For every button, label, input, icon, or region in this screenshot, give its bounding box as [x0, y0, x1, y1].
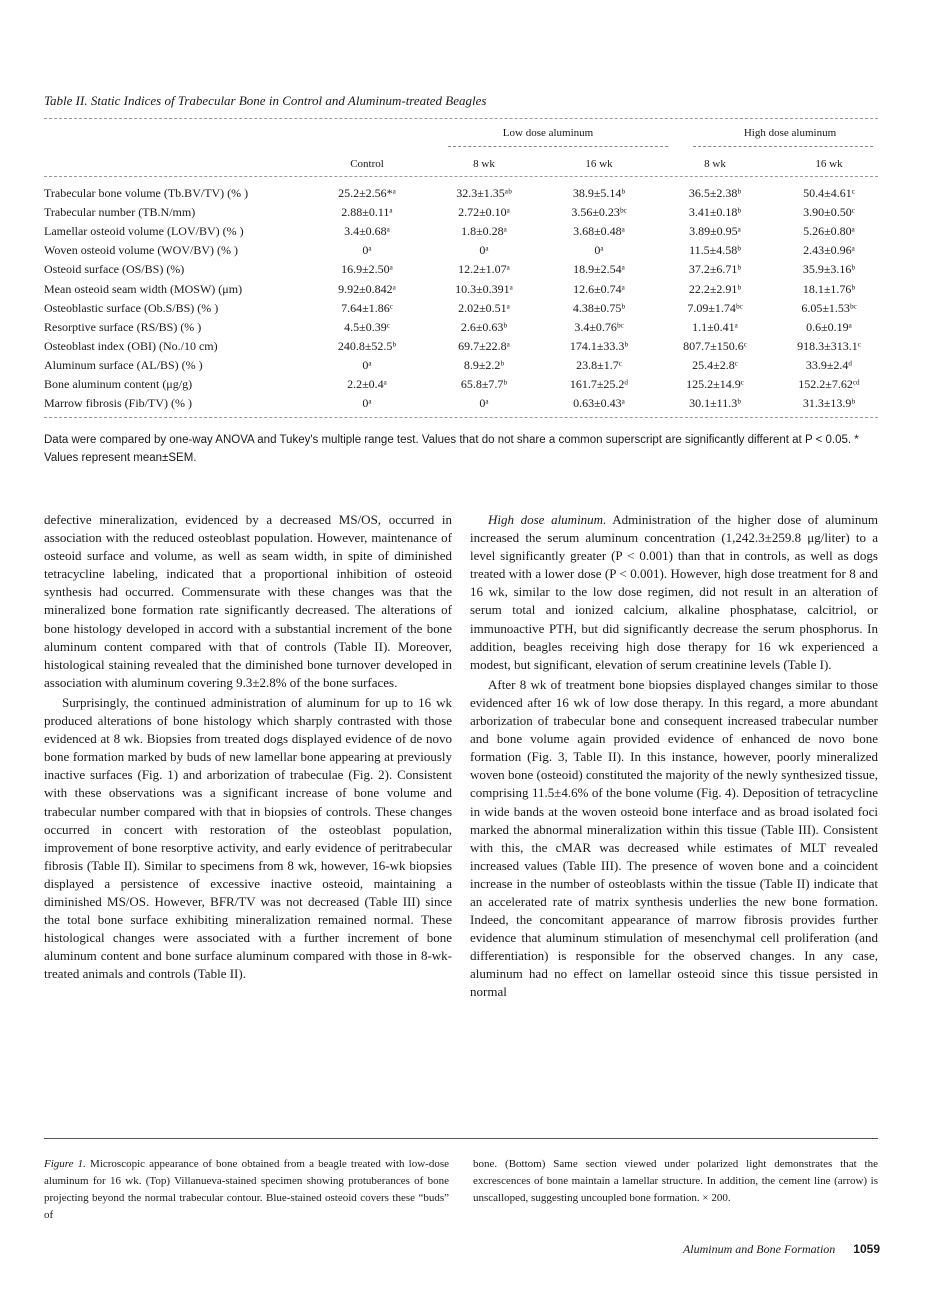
- table-cell: 152.2±7.62ᶜᵈ: [798, 377, 860, 391]
- table-cell: 5.26±0.80ᵃ: [803, 224, 855, 239]
- table-cell: 4.38±0.75ᵇ: [572, 300, 626, 315]
- table-row: [44, 243, 878, 261]
- col-high-16wk: 16 wk: [815, 158, 843, 170]
- table-row: [44, 358, 878, 376]
- table-cell: 2.2±0.4ᵃ: [347, 377, 387, 391]
- table-cell: 30.1±11.3ᵇ: [689, 396, 741, 411]
- table-cell: 3.89±0.95ᵃ: [689, 224, 741, 239]
- section-heading: High dose aluminum.: [488, 512, 607, 527]
- figure-caption-right: bone. (Bottom) Same section viewed under polarized light demonstrates that the excrescences of bone maintain a lamellar structure. In addition, the cement line (arrow) is unscalloped, suggesting uncoupled bone formation. × 200.: [473, 1158, 878, 1204]
- table-cell: 16.9±2.50ᵃ: [341, 262, 393, 277]
- table-cell: 4.5±0.39ᶜ: [344, 319, 390, 334]
- table-footnote: Data were compared by one-way ANOVA and Tukey's multiple range test. Values that do not share a common superscript are significantly different at P < 0.05. * Values represent mean±SEM.: [44, 434, 859, 464]
- group-high-dose: High dose aluminum: [743, 127, 837, 139]
- table-cell: 807.7±150.6ᶜ: [683, 338, 747, 353]
- figure-caption-left: [44, 1156, 449, 1224]
- table-top-rule: [44, 118, 878, 119]
- table-row: [44, 301, 878, 319]
- table-row: [44, 377, 878, 395]
- table-cell: 7.09±1.74ᵇᶜ: [687, 300, 743, 315]
- table-cell: 32.3±1.35ᵃᵇ: [456, 186, 512, 200]
- right-paragraph-1-text: Administration of the higher dose of aluminum increased the serum aluminum concentration (1,242.3±259.8 μg/liter) to a level significantly greater (P < 0.001) than that in controls, as well as dogs treated with a lower dose (P < 0.001). However, high dose treatment for 8 and 16 wk, similar to the low dose regimen, did not result in an alteration of serum total and ionized calcium, alkaline phosphatase, calcitriol, or immunoactive PTH, but did significantly decrease the serum phosphorus. In addition, beagles receiving high dose therapy for 16 wk experienced a modest, but significant, elevation of serum creatinine levels (Table I).: [470, 512, 878, 672]
- group-low-dose: Low dose aluminum: [502, 127, 594, 139]
- left-paragraph-1: defective mineralization, evidenced by a decreased MS/OS, occurred in association with the reduced osteoblast population. However, maintenance of osteoid surface and volume, as well as seam width, in spite of diminished tetracycline labeling, indicated that a proportional inhibition of osteoid synthesis had occurred. Commensurate with these changes was that the mineralized bone formation rate significantly decreased. The alterations of bone histology developed in accord with a substantial increment of the bone aluminum content compared with that of controls (Table II). Moreover, histological staining revealed that the diminished bone turnover developed in association with aluminum covering 9.3±2.8% of the bone surfaces.: [44, 512, 452, 690]
- table-cell: 37.2±6.71ᵇ: [688, 262, 742, 277]
- table-row: [44, 339, 878, 357]
- table-cell: 3.4±0.68ᵃ: [344, 224, 390, 239]
- table-cell: 18.1±1.76ᵇ: [802, 281, 856, 296]
- table-cell: 1.1±0.41ᵃ: [692, 319, 738, 334]
- table-cell: 69.7±22.8ᵃ: [458, 338, 510, 353]
- table-row: [44, 320, 878, 338]
- row-label: Marrow fibrosis (Fib/TV) (% ): [44, 396, 192, 411]
- table-row: [44, 186, 878, 204]
- table-cell: 25.2±2.56*ᵃ: [338, 186, 396, 200]
- table-cell: 18.9±2.54ᵃ: [573, 262, 625, 277]
- caption-left-text: Microscopic appearance of bone obtained from a beagle treated with low-dose aluminum for 16 wk. (Top) Villanueva-stained specimen showing protuberances of bone projecting beyond the normal trabecular contour. Blue-stained osteoid covers these “buds” of: [44, 1158, 450, 1221]
- table-cell: 3.56±0.23ᵇᶜ: [571, 205, 627, 220]
- table-cell: 7.64±1.86ᶜ: [341, 300, 393, 315]
- table-bottom-rule: [44, 417, 878, 418]
- table-row: [44, 205, 878, 223]
- table-cell: 8.9±2.2ᵇ: [463, 357, 505, 372]
- table-cell: 10.3±0.391ᵃ: [455, 281, 513, 296]
- table-header-rule: [44, 176, 878, 177]
- table-row: [44, 262, 878, 280]
- table-cell: 11.5±4.58ᵇ: [689, 243, 741, 258]
- table-cell: 31.3±13.9ᵇ: [802, 396, 856, 411]
- left-column: [44, 511, 452, 983]
- row-label: Osteoid surface (OS/BS) (%): [44, 262, 185, 277]
- table-cell: 3.41±0.18ᵇ: [688, 205, 742, 220]
- row-label: Aluminum surface (AL/BS) (% ): [44, 357, 203, 372]
- table-cell: 36.5±2.38ᵇ: [688, 186, 742, 200]
- left-paragraph-2: Surprisingly, the continued administration of aluminum for up to 16 wk produced alterations of bone histology which sharply contrasted with those evidenced at 8 wk. Biopsies from treated dogs displayed evidence of de novo bone formation marked by buds of new lamellar bone appearing at previously inactive surfaces (Fig. 1) and arborization of trabeculae (Fig. 2). Consistent with these observations was a significant increase of bone volume and trabecular number compared with that in biopsies of controls. These changes occurred in concert with restoration of the osteoblast population, improvement of bone resorptive activity, and early evidence of peritrabecular fibrosis (Table II). Similar to specimens from 8 wk, however, 16-wk biopsies displayed a persistence of excessive inactive osteoid, maintaining a diminished MS/OS. However, BFR/TV was not decreased (Table III) since the total bone surface exhibiting mineralization remained normal. These histological changes were associated with a further increment of bone aluminum content and bone surface aluminum compared with those in 8-wk-treated animals and controls (Table II).: [44, 694, 452, 982]
- col-control: Control: [350, 158, 384, 170]
- table-cell: 3.68±0.48ᵃ: [573, 224, 625, 239]
- table-cell: 12.6±0.74ᵃ: [573, 281, 625, 296]
- table-cell: 0.63±0.43ᵃ: [573, 396, 625, 411]
- table-cell: 0ᵃ: [362, 357, 372, 372]
- row-label: Mean osteoid seam width (MOSW) (μm): [44, 281, 243, 296]
- table-row: [44, 396, 878, 414]
- col-low-16wk: 16 wk: [585, 158, 613, 170]
- row-label: Lamellar osteoid volume (LOV/BV) (% ): [44, 224, 244, 239]
- table-cell: 0ᵃ: [362, 243, 372, 258]
- figure-label: Figure 1.: [44, 1158, 86, 1170]
- table-cell: 12.2±1.07ᵃ: [458, 262, 510, 277]
- table-cell: 0ᵃ: [362, 396, 372, 411]
- running-head: [560, 1242, 880, 1257]
- table-cell: 125.2±14.9ᶜ: [686, 377, 744, 391]
- right-column: [470, 511, 878, 1002]
- table-cell: 2.43±0.96ᵃ: [803, 243, 855, 258]
- table-cell: 35.9±3.16ᵇ: [802, 262, 856, 277]
- right-paragraph-2: After 8 wk of treatment bone biopsies displayed changes similar to those evidenced after 16 wk of low dose therapy. In this regard, a more abundant arborization of trabecular bone and consequent increased trabecular number and bone volume again provided evidence of enhanced de novo bone formation (Fig. 3, Table II). In this instance, however, poorly mineralized woven bone (osteoid) constituted the majority of the newly synthesized tissue, comprising 11.5±4.6% of the bone volume (Fig. 4). Deposition of tetracycline in wide bands at the woven osteoid bone interface and as broad isolated foci marked the abnormal mineralization within this tissue (Table III). Consistent with this, the cMAR was decreased while estimates of MLT revealed increased values (Table III). The presence of woven bone and a coincident increase in the number of osteoblasts within the tissue (Table II) indicate that an accelerated rate of matrix synthesis underlies the new bone formation. Indeed, the concomitant appearance of marrow fibrosis provides further evidence that aluminum stimulation of mesenchymal cell proliferation (and differentiation) is responsible for the observed changes. In any case, aluminum had no effect on lamellar osteoid since this tissue persisted in normal: [470, 676, 878, 1000]
- table-cell: 918.3±313.1ᶜ: [797, 338, 861, 353]
- table-cell: 3.4±0.76ᵇᶜ: [574, 319, 624, 334]
- table-cell: 2.88±0.11ᵃ: [341, 205, 393, 220]
- row-label: Trabecular number (TB.N/mm): [44, 205, 196, 220]
- table-cell: 6.05±1.53ᵇᶜ: [801, 300, 857, 315]
- table-cell: 65.8±7.7ᵇ: [460, 377, 508, 391]
- table-cell: 2.6±0.63ᵇ: [460, 319, 508, 334]
- row-label: Osteoblastic surface (Ob.S/BS) (% ): [44, 300, 219, 315]
- group-low-rule: [448, 146, 668, 147]
- table-cell: 3.90±0.50ᶜ: [803, 205, 855, 220]
- row-label: Resorptive surface (RS/BS) (% ): [44, 319, 202, 334]
- right-paragraph-1: [470, 511, 878, 674]
- table-cell: 25.4±2.8ᶜ: [692, 357, 738, 372]
- table-cell: 9.92±0.842ᵃ: [338, 281, 396, 296]
- table-cell: 0ᵃ: [479, 243, 489, 258]
- row-label: Trabecular bone volume (Tb.BV/TV) (% ): [44, 186, 249, 200]
- table-cell: 161.7±25.2ᵈ: [569, 377, 629, 391]
- col-low-8wk: 8 wk: [473, 158, 495, 170]
- table-title: Table II. Static Indices of Trabecular Bone in Control and Aluminum-treated Beagles: [44, 93, 487, 108]
- row-label: Woven osteoid volume (WOV/BV) (% ): [44, 243, 238, 258]
- table-cell: 2.72±0.10ᵃ: [458, 205, 510, 220]
- table-cell: 38.9±5.14ᵇ: [572, 186, 626, 200]
- caption-rule: [44, 1138, 878, 1139]
- table-cell: 0.6±0.19ᵃ: [806, 319, 852, 334]
- table-row: [44, 224, 878, 242]
- running-title: Aluminum and Bone Formation: [682, 1242, 836, 1256]
- table-cell: 33.9±2.4ᵈ: [805, 357, 853, 372]
- table-cell: 22.2±2.91ᵇ: [688, 281, 742, 296]
- table-cell: 0ᵃ: [479, 396, 489, 411]
- group-high-rule: [693, 146, 873, 147]
- table-cell: 2.02±0.51ᵃ: [458, 300, 510, 315]
- row-label: Osteoblast index (OBI) (No./10 cm): [44, 338, 218, 353]
- col-high-8wk: 8 wk: [704, 158, 726, 170]
- table-cell: 174.1±33.3ᵇ: [569, 338, 629, 353]
- page-number: 1059: [853, 1242, 880, 1256]
- table-row: [44, 282, 878, 300]
- row-label: Bone aluminum content (μg/g): [44, 377, 193, 391]
- table-cell: 240.8±52.5ᵇ: [337, 338, 397, 353]
- table-cell: 50.4±4.61ᶜ: [803, 186, 855, 200]
- table-cell: 23.8±1.7ᶜ: [576, 357, 622, 372]
- table-cell: 1.8±0.28ᵃ: [461, 224, 507, 239]
- table-cell: 0ᵃ: [594, 243, 604, 258]
